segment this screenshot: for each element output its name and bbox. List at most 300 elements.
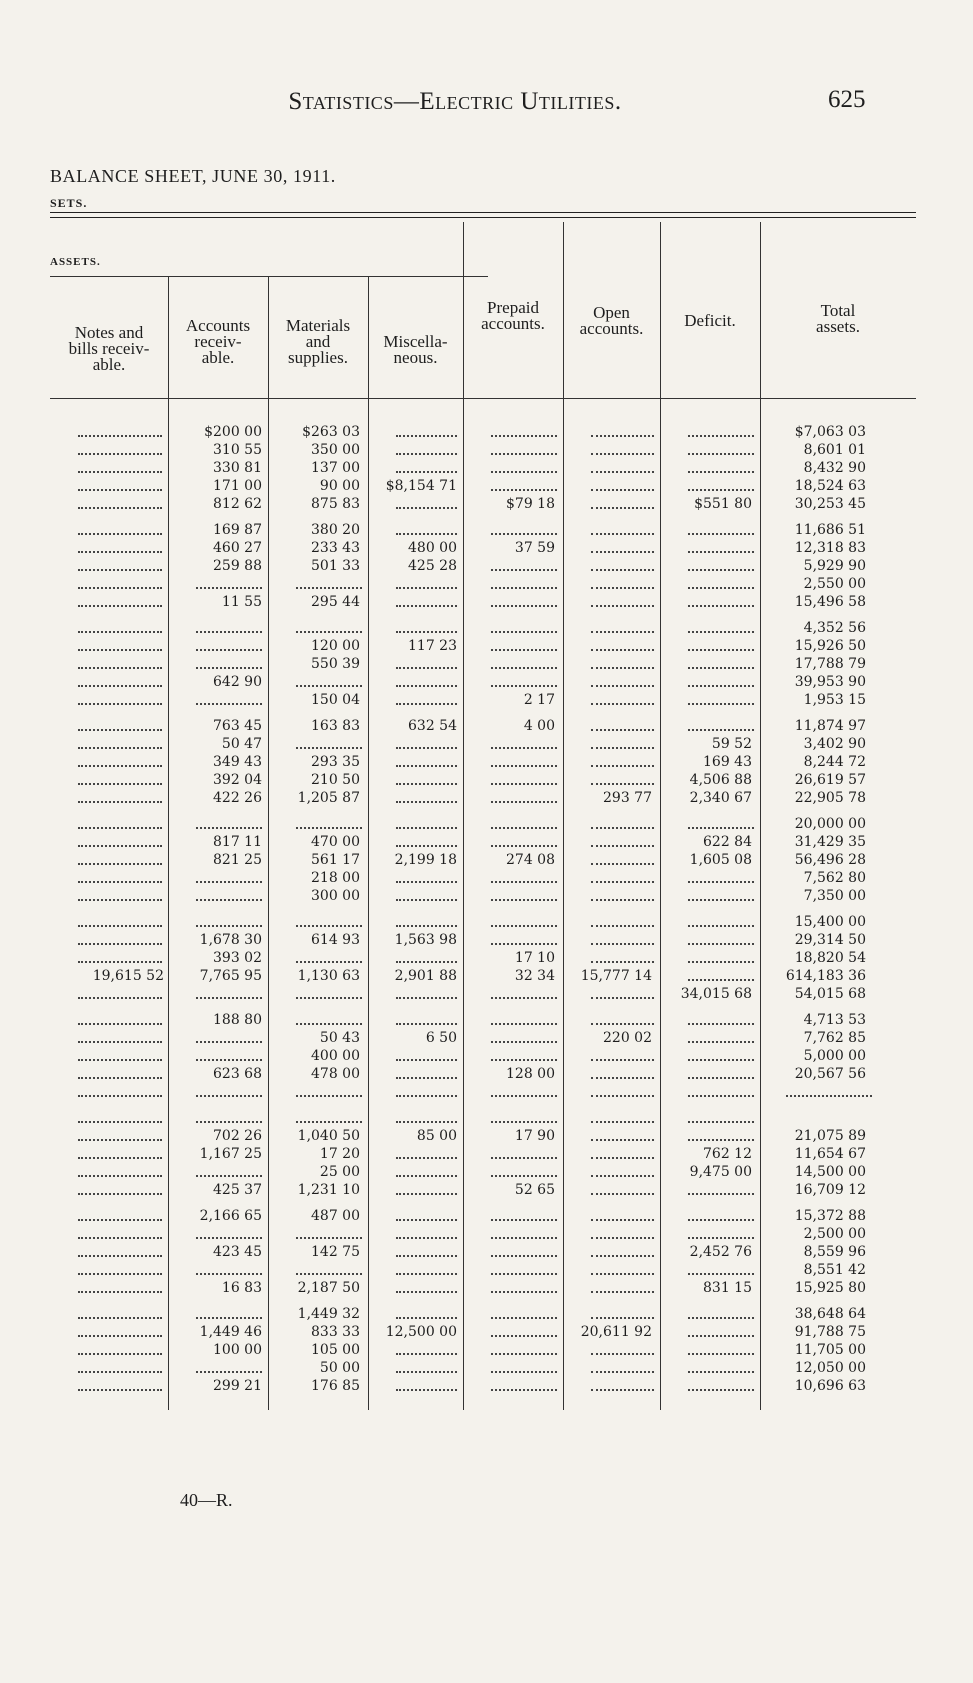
table-cell-accounts: 349 43	[213, 754, 262, 770]
dot-leader	[396, 1065, 457, 1079]
dot-leader	[196, 887, 262, 901]
table-cell-deficit: 831 15	[703, 1280, 752, 1296]
column-header-line: Materials	[285, 316, 351, 335]
table-cell-total: 5,000 00	[803, 1048, 866, 1064]
dot-leader	[78, 985, 162, 999]
table-cell-materials: 210 50	[311, 772, 360, 788]
table-cell-total: 614,183 36	[785, 968, 866, 984]
dot-leader	[688, 1047, 754, 1061]
dot-leader	[78, 931, 162, 945]
dot-leader	[78, 423, 162, 437]
table-cell-total: 18,524 63	[794, 478, 866, 494]
dot-leader	[491, 1011, 557, 1025]
dot-leader	[491, 1145, 557, 1159]
table-cell-total: 29,314 50	[794, 932, 866, 948]
dot-leader	[688, 1029, 754, 1043]
dot-leader	[591, 1279, 654, 1293]
table-cell-accounts: 100 00	[213, 1342, 262, 1358]
dot-leader	[396, 1359, 457, 1373]
table-cell-total: 7,762 85	[803, 1030, 866, 1046]
dot-leader	[78, 521, 162, 535]
dot-leader	[491, 1207, 557, 1221]
table-cell-materials: 120 00	[311, 638, 360, 654]
top-rule-second	[50, 217, 916, 218]
dot-leader	[591, 717, 654, 731]
dot-leader	[688, 423, 754, 437]
table-cell-accounts: 50 47	[221, 736, 262, 752]
table-row	[0, 557, 973, 575]
dot-leader	[78, 789, 162, 803]
dot-leader	[491, 423, 557, 437]
table-row	[0, 887, 973, 905]
dot-leader	[78, 851, 162, 865]
column-header-notes	[50, 325, 168, 373]
table-row	[0, 1127, 973, 1145]
table-cell-total: 20,567 56	[794, 1066, 866, 1082]
column-header-line: Miscella-	[383, 332, 448, 351]
column-header-line: bills receiv-	[68, 339, 150, 358]
table-cell-accounts: 460 27	[213, 540, 262, 556]
dot-leader	[396, 1047, 457, 1061]
dot-leader	[591, 1011, 654, 1025]
dot-leader	[591, 619, 654, 633]
table-cell-total: 8,244 72	[803, 754, 866, 770]
dot-leader	[78, 1323, 162, 1337]
table-cell-total: $7,063 03	[794, 424, 866, 440]
table-cell-materials: 176 85	[311, 1378, 360, 1394]
dot-leader	[491, 1323, 557, 1337]
dot-leader	[591, 869, 654, 883]
table-cell-accounts: 821 25	[213, 852, 262, 868]
dot-leader	[396, 1377, 457, 1391]
table-cell-materials: 478 00	[311, 1066, 360, 1082]
table-cell-materials: 293 35	[311, 754, 360, 770]
table-row	[0, 1279, 973, 1297]
dot-leader	[491, 789, 557, 803]
dot-leader	[491, 1279, 557, 1293]
table-cell-misc: $8,154 71	[385, 478, 457, 494]
dot-leader	[78, 887, 162, 901]
dot-leader	[688, 869, 754, 883]
dot-leader	[78, 815, 162, 829]
table-cell-accounts: 188 80	[213, 1012, 262, 1028]
table-cell-prepaid: 274 08	[506, 852, 555, 868]
table-cell-prepaid: 4 00	[523, 718, 555, 734]
table-cell-materials: 300 00	[311, 888, 360, 904]
table-cell-total: 2,500 00	[803, 1226, 866, 1242]
table-cell-accounts: 422 26	[213, 790, 262, 806]
dot-leader	[78, 1109, 162, 1123]
dot-leader	[688, 717, 754, 731]
dot-leader	[196, 1359, 262, 1373]
table-cell-deficit: 4,506 88	[689, 772, 752, 788]
dot-leader	[396, 949, 457, 963]
table-row	[0, 1145, 973, 1163]
table-row	[0, 459, 973, 477]
dot-leader	[688, 477, 754, 491]
dot-leader	[78, 1011, 162, 1025]
table-cell-materials: 105 00	[311, 1342, 360, 1358]
table-cell-materials: 833 33	[311, 1324, 360, 1340]
table-row	[0, 1261, 973, 1279]
table-cell-accounts: 299 21	[213, 1378, 262, 1394]
dot-leader	[688, 1323, 754, 1337]
table-cell-materials: 487 00	[311, 1208, 360, 1224]
table-cell-accounts: 817 11	[213, 834, 262, 850]
column-header-materials	[268, 318, 368, 366]
dot-leader	[491, 1029, 557, 1043]
table-row	[0, 1341, 973, 1359]
table-cell-deficit: 762 12	[703, 1146, 752, 1162]
table-cell-materials: $263 03	[302, 424, 360, 440]
table-cell-total: 8,432 90	[803, 460, 866, 476]
dot-leader	[196, 619, 262, 633]
table-cell-materials: 380 20	[311, 522, 360, 538]
dot-leader	[491, 771, 557, 785]
dot-leader	[591, 1127, 654, 1141]
table-cell-accounts: 1,167 25	[199, 1146, 262, 1162]
dot-leader	[78, 1065, 162, 1079]
table-cell-open: 220 02	[603, 1030, 652, 1046]
dot-leader	[591, 1109, 654, 1123]
dot-leader	[78, 1341, 162, 1355]
table-cell-accounts: 171 00	[213, 478, 262, 494]
dot-leader	[688, 673, 754, 687]
dot-leader	[396, 655, 457, 669]
dot-leader	[296, 949, 362, 963]
dot-leader	[491, 441, 557, 455]
dot-leader	[196, 691, 262, 705]
table-cell-total: 26,619 57	[794, 772, 866, 788]
dot-leader	[78, 833, 162, 847]
table-cell-misc: 632 54	[408, 718, 457, 734]
dot-leader	[786, 1083, 872, 1097]
dot-leader	[396, 459, 457, 473]
table-cell-materials: 1,040 50	[297, 1128, 360, 1144]
dot-leader	[396, 771, 457, 785]
column-header-line: able.	[92, 355, 126, 374]
table-row	[0, 753, 973, 771]
dot-leader	[688, 655, 754, 669]
table-cell-deficit: 2,452 76	[689, 1244, 752, 1260]
table-cell-materials: 218 00	[311, 870, 360, 886]
dot-leader	[196, 1047, 262, 1061]
dot-leader	[688, 1207, 754, 1221]
table-row	[0, 833, 973, 851]
dot-leader	[591, 771, 654, 785]
dot-leader	[591, 1359, 654, 1373]
dot-leader	[78, 753, 162, 767]
dot-leader	[688, 521, 754, 535]
table-row	[0, 655, 973, 673]
dot-leader	[491, 887, 557, 901]
table-cell-total: 7,562 80	[803, 870, 866, 886]
table-cell-total: 12,318 83	[794, 540, 866, 556]
dot-leader	[196, 655, 262, 669]
table-cell-total: 15,496 58	[794, 594, 866, 610]
table-row	[0, 949, 973, 967]
dot-leader	[491, 913, 557, 927]
dot-leader	[491, 1047, 557, 1061]
table-row	[0, 1065, 973, 1083]
table-cell-total: 12,050 00	[794, 1360, 866, 1376]
table-cell-deficit: 622 84	[703, 834, 752, 850]
table-cell-materials: 1,231 10	[297, 1182, 360, 1198]
dot-leader	[196, 1109, 262, 1123]
dot-leader	[591, 1065, 654, 1079]
table-cell-total: 8,551 42	[803, 1262, 866, 1278]
dot-leader	[591, 1261, 654, 1275]
table-cell-deficit: 169 43	[703, 754, 752, 770]
table-row	[0, 1109, 973, 1127]
table-cell-total: 15,925 80	[794, 1280, 866, 1296]
table-cell-deficit: 2,340 67	[689, 790, 752, 806]
dot-leader	[396, 1163, 457, 1177]
dot-leader	[78, 913, 162, 927]
dot-leader	[196, 815, 262, 829]
dot-leader	[591, 477, 654, 491]
table-row	[0, 1305, 973, 1323]
dot-leader	[396, 575, 457, 589]
dot-leader	[591, 1243, 654, 1257]
table-cell-accounts: 392 04	[213, 772, 262, 788]
dot-leader	[491, 1225, 557, 1239]
table-cell-materials: 142 75	[311, 1244, 360, 1260]
table-cell-prepaid: 17 90	[514, 1128, 555, 1144]
dot-leader	[78, 1181, 162, 1195]
table-cell-materials: 295 44	[311, 594, 360, 610]
dot-leader	[78, 949, 162, 963]
dot-leader	[78, 655, 162, 669]
table-row	[0, 1377, 973, 1395]
table-cell-accounts: 763 45	[213, 718, 262, 734]
dot-leader	[78, 441, 162, 455]
assets-label: ASSETS.	[50, 256, 101, 268]
dot-leader	[688, 557, 754, 571]
dot-leader	[591, 1225, 654, 1239]
dot-leader	[296, 1225, 362, 1239]
dot-leader	[196, 1261, 262, 1275]
dot-leader	[78, 1225, 162, 1239]
table-cell-total: 16,709 12	[794, 1182, 866, 1198]
dot-leader	[296, 913, 362, 927]
dot-leader	[396, 441, 457, 455]
dot-leader	[396, 495, 457, 509]
table-cell-total: 31,429 35	[794, 834, 866, 850]
dot-leader	[296, 673, 362, 687]
dot-leader	[78, 637, 162, 651]
table-cell-prepaid: 52 65	[514, 1182, 555, 1198]
table-cell-misc: 2,901 88	[394, 968, 457, 984]
dot-leader	[688, 593, 754, 607]
table-cell-open: 15,777 14	[580, 968, 652, 984]
dot-leader	[396, 985, 457, 999]
dot-leader	[688, 619, 754, 633]
table-row	[0, 575, 973, 593]
dot-leader	[296, 735, 362, 749]
table-cell-total: 15,926 50	[794, 638, 866, 654]
table-cell-total: 30,253 45	[794, 496, 866, 512]
table-cell-total: 38,648 64	[794, 1306, 866, 1322]
dot-leader	[396, 673, 457, 687]
table-cell-total: 11,654 67	[794, 1146, 866, 1162]
dot-leader	[491, 557, 557, 571]
dot-leader	[688, 575, 754, 589]
dot-leader	[688, 1377, 754, 1391]
table-cell-materials: 550 39	[311, 656, 360, 672]
dot-leader	[296, 1011, 362, 1025]
dot-leader	[591, 833, 654, 847]
dot-leader	[396, 1207, 457, 1221]
dot-leader	[591, 1163, 654, 1177]
dot-leader	[591, 1207, 654, 1221]
dot-leader	[491, 673, 557, 687]
table-row	[0, 521, 973, 539]
table-cell-total: 2,550 00	[803, 576, 866, 592]
table-cell-accounts: 642 90	[213, 674, 262, 690]
table-cell-prepaid: 128 00	[506, 1066, 555, 1082]
dot-leader	[491, 1377, 557, 1391]
table-row	[0, 477, 973, 495]
dot-leader	[491, 833, 557, 847]
dot-leader	[196, 1225, 262, 1239]
dot-leader	[296, 1261, 362, 1275]
dot-leader	[591, 753, 654, 767]
dot-leader	[591, 593, 654, 607]
dot-leader	[78, 1359, 162, 1373]
dot-leader	[396, 1181, 457, 1195]
dot-leader	[591, 539, 654, 553]
dot-leader	[688, 1225, 754, 1239]
table-row	[0, 619, 973, 637]
dot-leader	[78, 619, 162, 633]
table-cell-total: 3,402 90	[803, 736, 866, 752]
dot-leader	[78, 1243, 162, 1257]
dot-leader	[296, 1109, 362, 1123]
dot-leader	[491, 985, 557, 999]
column-header-line: neous.	[393, 348, 438, 367]
table-cell-materials: 400 00	[311, 1048, 360, 1064]
dot-leader	[591, 521, 654, 535]
dot-leader	[591, 887, 654, 901]
dot-leader	[396, 1341, 457, 1355]
dot-leader	[396, 1279, 457, 1293]
dot-leader	[491, 637, 557, 651]
dot-leader	[688, 1305, 754, 1319]
table-cell-materials: 17 20	[319, 1146, 360, 1162]
dot-leader	[491, 815, 557, 829]
dot-leader	[78, 869, 162, 883]
dot-leader	[396, 1225, 457, 1239]
table-row	[0, 717, 973, 735]
dot-leader	[296, 985, 362, 999]
table-cell-accounts: 425 37	[213, 1182, 262, 1198]
dot-leader	[491, 521, 557, 535]
table-cell-misc: 85 00	[416, 1128, 457, 1144]
table-cell-accounts: 7,765 95	[199, 968, 262, 984]
dot-leader	[688, 913, 754, 927]
dot-leader	[78, 1127, 162, 1141]
table-cell-misc: 1,563 98	[394, 932, 457, 948]
dot-leader	[396, 1145, 457, 1159]
table-cell-materials: 137 00	[311, 460, 360, 476]
table-row	[0, 851, 973, 869]
table-row	[0, 913, 973, 931]
table-cell-total: 91,788 75	[794, 1324, 866, 1340]
table-row	[0, 423, 973, 441]
top-rule	[50, 212, 916, 213]
dot-leader	[591, 1083, 654, 1097]
table-cell-accounts: 11 55	[221, 594, 262, 610]
dot-leader	[491, 1359, 557, 1373]
table-cell-materials: 875 83	[311, 496, 360, 512]
table-cell-total: 22,905 78	[794, 790, 866, 806]
table-cell-total: 14,500 00	[794, 1164, 866, 1180]
table-cell-accounts: $200 00	[204, 424, 262, 440]
column-header-line: Accounts	[185, 316, 251, 335]
table-cell-materials: 50 00	[319, 1360, 360, 1376]
column-header-line: Total	[820, 301, 856, 320]
table-cell-total: 4,352 56	[803, 620, 866, 636]
table-cell-materials: 614 93	[311, 932, 360, 948]
dot-leader	[688, 1011, 754, 1025]
dot-leader	[491, 735, 557, 749]
dot-leader	[78, 1145, 162, 1159]
table-cell-accounts: 1,449 46	[199, 1324, 262, 1340]
table-row	[0, 1083, 973, 1101]
table-cell-misc: 6 50	[425, 1030, 457, 1046]
dot-leader	[688, 967, 754, 981]
dot-leader	[78, 1279, 162, 1293]
dot-leader	[196, 1083, 262, 1097]
table-cell-accounts: 812 62	[213, 496, 262, 512]
table-cell-prepaid: $79 18	[506, 496, 555, 512]
table-row	[0, 815, 973, 833]
table-cell-deficit: 1,605 08	[689, 852, 752, 868]
dot-leader	[396, 691, 457, 705]
dot-leader	[591, 691, 654, 705]
table-cell-notes: 19,615 52	[92, 968, 164, 984]
dot-leader	[78, 673, 162, 687]
column-header-accounts	[168, 318, 268, 366]
dot-leader	[491, 1083, 557, 1097]
dot-leader	[396, 753, 457, 767]
dot-leader	[78, 1261, 162, 1275]
dot-leader	[78, 691, 162, 705]
table-row	[0, 789, 973, 807]
table-row	[0, 673, 973, 691]
table-cell-total: 11,874 97	[794, 718, 866, 734]
column-header-line: and	[305, 332, 331, 351]
table-row	[0, 1207, 973, 1225]
dot-leader	[78, 735, 162, 749]
table-row	[0, 495, 973, 513]
dot-leader	[491, 753, 557, 767]
table-cell-materials: 501 33	[311, 558, 360, 574]
table-cell-accounts: 310 55	[213, 442, 262, 458]
dot-leader	[78, 495, 162, 509]
dot-leader	[491, 1305, 557, 1319]
dot-leader	[78, 1305, 162, 1319]
dot-leader	[688, 1341, 754, 1355]
dot-leader	[396, 887, 457, 901]
table-cell-total: 54,015 68	[794, 986, 866, 1002]
dot-leader	[688, 1065, 754, 1079]
dot-leader	[78, 1029, 162, 1043]
dot-leader	[491, 575, 557, 589]
table-cell-accounts: 423 45	[213, 1244, 262, 1260]
dot-leader	[396, 833, 457, 847]
